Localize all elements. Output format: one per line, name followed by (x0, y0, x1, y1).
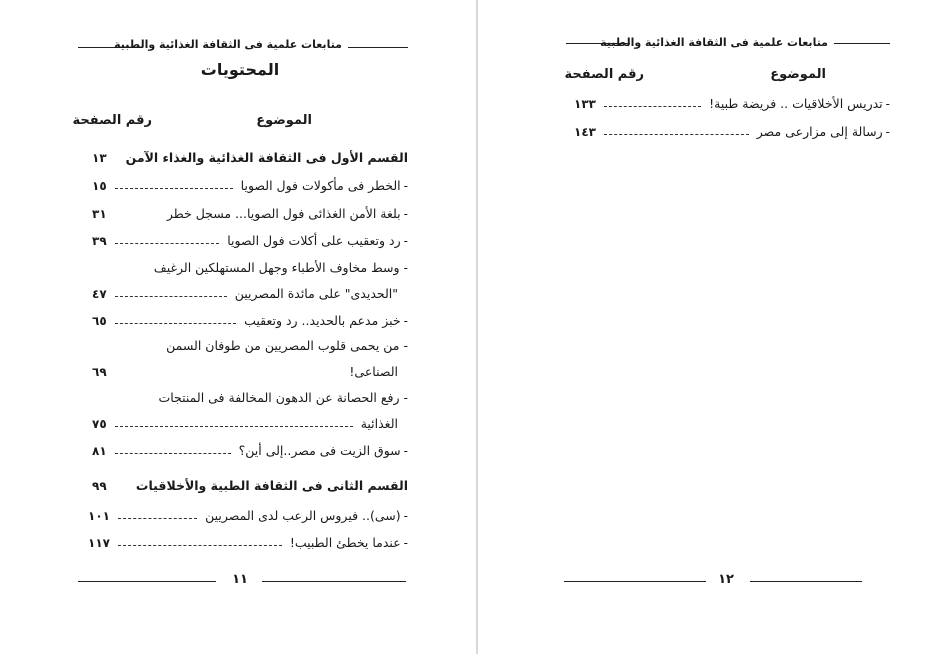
entry-label: الغذائية (360, 416, 398, 431)
toc-entry-line[interactable]: - رفع الحصانة عن الدهون المخالفة فى المنتجات (158, 390, 408, 405)
column-heading-topic: الموضوع (770, 67, 826, 82)
toc-entry[interactable] (92, 416, 398, 431)
entry-label: الصناعى! (349, 364, 398, 379)
page-ref: ١٤٣ (574, 124, 596, 139)
entry-label: رسالة إلى مزارعى مصر (756, 124, 883, 139)
right-page (478, 0, 950, 654)
entry-label: رد وتعقيب على أكلات فول الصويا (227, 233, 401, 248)
toc-entry-line[interactable]: - وسط مخاوف الأطباء وجهل المستهلكين الرغيف (153, 260, 408, 275)
toc-entry-line[interactable]: - من يحمى قلوب المصريين من طوفان السمن (166, 338, 408, 353)
entry-label: وسط مخاوف الأطباء وجهل المستهلكين الرغيف (153, 260, 400, 275)
page-ref: ٦٩ (92, 364, 107, 379)
toc-entry[interactable] (92, 364, 398, 379)
toc-entry[interactable]: - سوق الزيت فى مصر..إلى أين؟ ٨١ (92, 443, 408, 458)
footer-rule-right (262, 581, 406, 582)
page-ref: ١١٧ (88, 535, 110, 550)
page-ref: ١٣ (92, 150, 107, 165)
page-ref: ٣٩ (92, 233, 107, 248)
toc-entry[interactable]: - الخطر فى مأكولات فول الصويا ١٥ (92, 178, 408, 193)
section-title: القسم الأول فى الثقافة الغذائية والغذاء الآمن (125, 150, 408, 165)
page-number: ١١ (232, 572, 248, 587)
running-header: متابعات علمية فى الثقافة الغذائية والطبية (600, 36, 828, 49)
page-ref: ٣١ (92, 206, 107, 221)
page-ref: ٩٩ (92, 478, 107, 493)
toc-entry[interactable]: - رد وتعقيب على أكلات فول الصويا ٣٩ (92, 233, 408, 248)
toc-entry[interactable]: - رسالة إلى مزارعى مصر ١٤٣ (574, 124, 890, 139)
toc-entry[interactable]: - خبز مدعم بالحديد.. رد وتعقيب ٦٥ (92, 313, 408, 328)
page-ref: ٨١ (92, 443, 107, 458)
running-header: متابعات علمية فى الثقافة الغذائية والطبية (114, 38, 342, 51)
entry-label: سوق الزيت فى مصر..إلى أين؟ (238, 443, 401, 458)
section-title: القسم الثانى فى الثقافة الطبية والأخلاقيات (135, 478, 408, 493)
page-ref: ١٥ (92, 178, 107, 193)
toc-entry[interactable]: - عندما يخطئ الطبيب! ١١٧ (88, 535, 408, 550)
toc-entry[interactable]: - (سى).. فيروس الرعب لدى المصريين ١٠١ (88, 508, 408, 523)
toc-title: المحتويات (200, 60, 280, 79)
footer-rule-right (750, 581, 862, 582)
toc-entry[interactable]: - بلغة الأمن الغذائى فول الصويا... مسجل خطر ٣١ (92, 206, 408, 221)
column-heading-page: رقم الصفحة (72, 113, 152, 128)
entry-label: عندما يخطئ الطبيب! (289, 535, 401, 550)
entry-label: بلغة الأمن الغذائى فول الصويا... مسجل خطر (166, 206, 401, 221)
toc-section-2[interactable] (92, 478, 408, 493)
header-rule-right (834, 43, 890, 44)
entry-label: رفع الحصانة عن الدهون المخالفة فى المنتجات (158, 390, 400, 405)
footer-rule-left (78, 581, 216, 582)
page-ref: ١٣٣ (574, 96, 596, 111)
entry-label: من يحمى قلوب المصريين من طوفان السمن (166, 338, 400, 353)
entry-label: تدريس الأخلاقيات .. فريضة طبية! (709, 96, 883, 111)
column-heading-topic: الموضوع (256, 113, 312, 128)
page-number: ١٢ (718, 572, 734, 587)
toc-entry[interactable]: - تدريس الأخلاقيات .. فريضة طبية! ١٣٣ (574, 96, 890, 111)
toc-entry[interactable] (92, 286, 398, 301)
entry-label: (سى).. فيروس الرعب لدى المصريين (205, 508, 401, 523)
entry-label: الخطر فى مأكولات فول الصويا (240, 178, 401, 193)
header-rule-right (348, 47, 408, 48)
column-heading-page: رقم الصفحة (564, 67, 644, 82)
entry-label: خبز مدعم بالحديد.. رد وتعقيب (244, 313, 401, 328)
toc-section-1[interactable] (92, 150, 408, 165)
entry-label: "الحديدى" على مائدة المصريين (234, 286, 398, 301)
page-ref: ٧٥ (92, 416, 107, 431)
page-ref: ٦٥ (92, 313, 107, 328)
page-ref: ١٠١ (88, 508, 110, 523)
page-ref: ٤٧ (92, 286, 107, 301)
footer-rule-left (564, 581, 706, 582)
